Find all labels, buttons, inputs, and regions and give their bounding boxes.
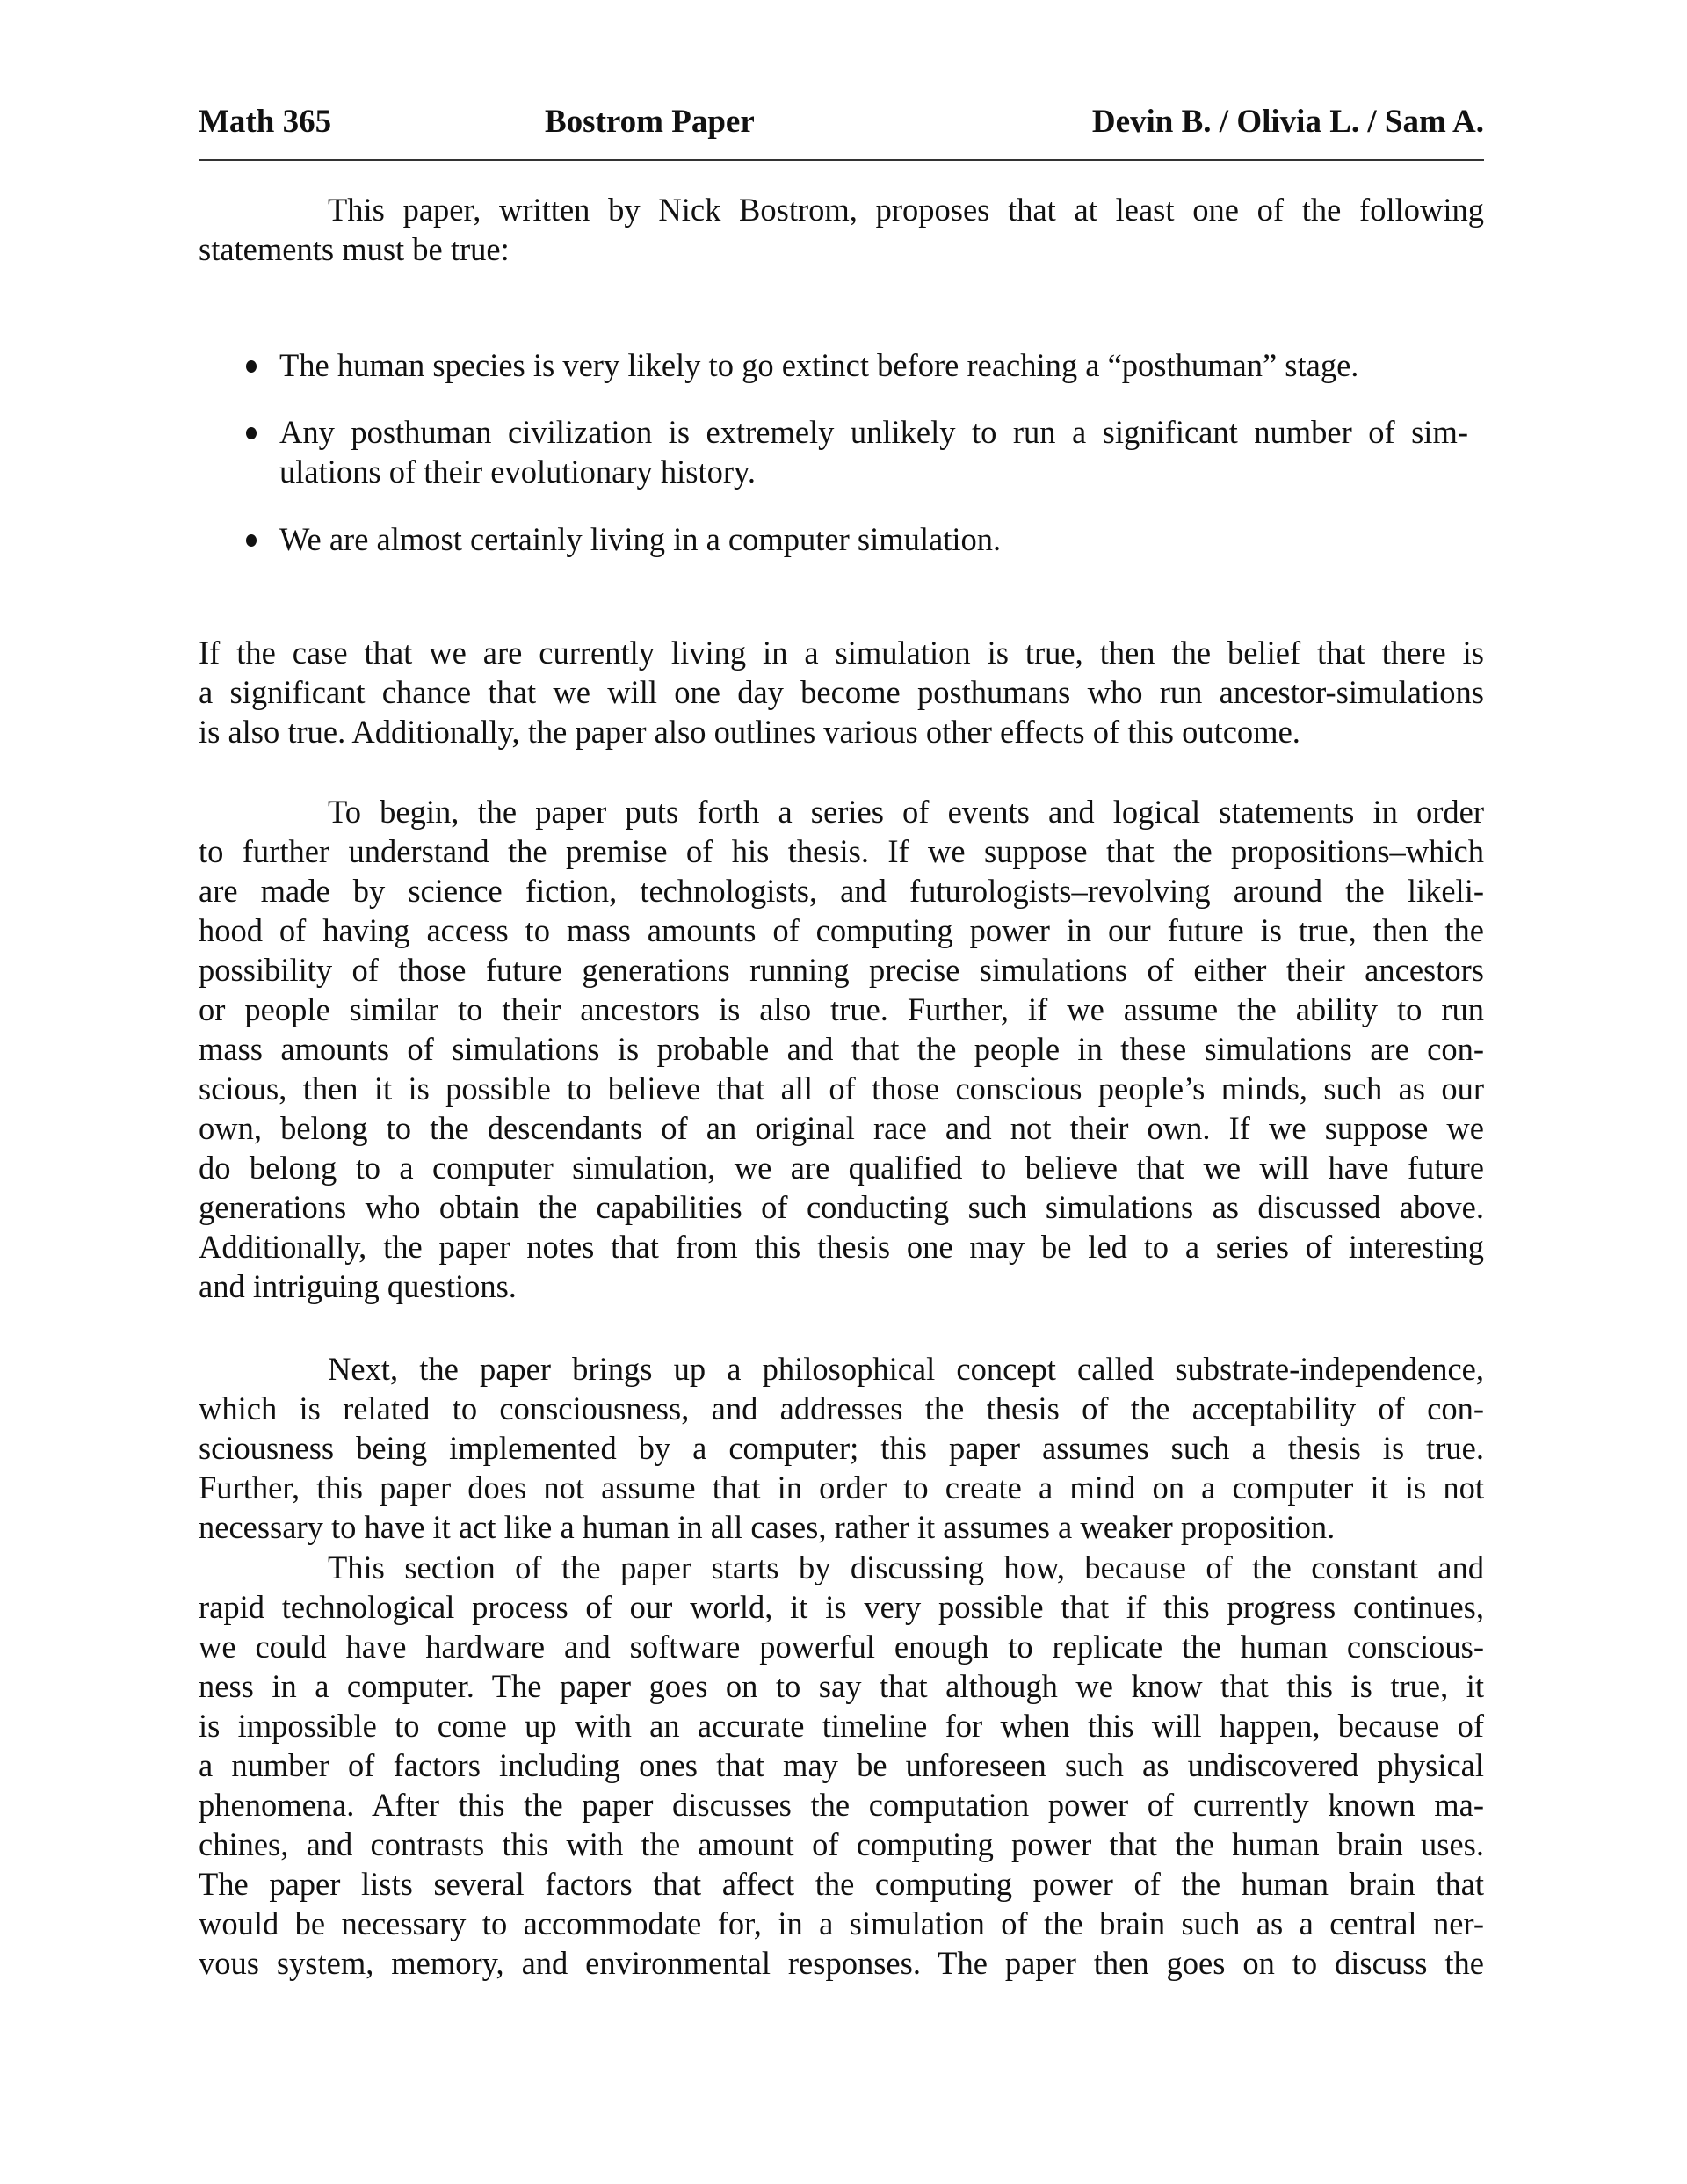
paragraph-2-line: hood of having access to mass amounts of computing power in our future is true, then the	[199, 912, 1484, 948]
paragraph-2-line: scious, then it is possible to believe that all of those conscious people’s minds, such as our	[199, 1070, 1484, 1107]
paragraph-4-line: we could have hardware and software powerful enough to replicate the human conscious-	[199, 1629, 1484, 1665]
paragraph-4-line: ness in a computer. The paper goes on to say that although we know that this is true, it	[199, 1668, 1484, 1704]
paragraph-4-line: phenomena. After this the paper discusses the computation power of currently known ma-	[199, 1787, 1484, 1823]
bullet-icon	[246, 427, 257, 439]
paragraph-2-line: or people similar to their ancestors is also true. Further, if we assume the ability to run	[199, 991, 1484, 1027]
bullet-item-line: The human species is very likely to go extinct before reaching a “posthuman” stage.	[279, 347, 1359, 383]
paragraph-4-line: a number of factors including ones that may be unforeseen such as undiscovered physical	[199, 1747, 1484, 1783]
paragraph-4-line: is impossible to come up with an accurate timeline for when this will happen, because of	[199, 1708, 1484, 1744]
paragraph-4-line: rapid technological process of our world, it is very possible that if this progress continues,	[199, 1589, 1484, 1625]
paragraph-3-line: which is related to consciousness, and addresses the thesis of the acceptability of con-	[199, 1390, 1484, 1426]
bullet-icon	[246, 534, 257, 547]
bullet-item-line: Any posthuman civilization is extremely unlikely to run a significant number of sim-	[279, 414, 1468, 450]
paragraph-2-line: own, belong to the descendants of an original race and not their own. If we suppose we	[199, 1110, 1484, 1146]
paragraph-3-line: sciousness being implemented by a computer; this paper assumes such a thesis is true.	[199, 1430, 1484, 1466]
paragraph-3-line: Further, this paper does not assume that in order to create a mind on a computer it is not	[199, 1469, 1484, 1506]
paragraph-4-line: chines, and contrasts this with the amount of computing power that the human brain uses.	[199, 1826, 1484, 1862]
header-authors: Devin B. / Olivia L. / Sam A.	[1091, 104, 1484, 140]
paragraph-4-line: vous system, memory, and environmental responses. The paper then goes on to discuss the	[199, 1945, 1484, 1981]
paragraph-2-line: to further understand the premise of his thesis. If we suppose that the propositions–which	[199, 833, 1484, 869]
paragraph-1-line: If the case that we are currently living in a simulation is true, then the belief that there is	[199, 635, 1484, 671]
bullet-item-line: ulations of their evolutionary history.	[279, 453, 756, 490]
header-course: Math 365	[199, 104, 332, 140]
intro-line: statements must be true:	[199, 231, 510, 267]
bullet-item-line: We are almost certainly living in a computer simulation.	[279, 521, 1002, 557]
paragraph-4-line: The paper lists several factors that affect the computing power of the human brain that	[199, 1866, 1484, 1902]
paragraph-2-line: Additionally, the paper notes that from this thesis one may be led to a series of interesting	[199, 1229, 1484, 1265]
paragraph-2-line: generations who obtain the capabilities of conducting such simulations as discussed above.	[199, 1189, 1484, 1225]
paragraph-2-line: possibility of those future generations running precise simulations of either their ancestors	[199, 952, 1484, 988]
paragraph-2-line: To begin, the paper puts forth a series of events and logical statements in order	[328, 794, 1484, 830]
bullet-icon	[246, 360, 257, 373]
paragraph-1-line: is also true. Additionally, the paper also outlines various other effects of this outcome.	[199, 714, 1300, 750]
header-rule	[199, 159, 1484, 161]
paragraph-2-line: are made by science fiction, technologists, and futurologists–revolving around the likeli-	[199, 873, 1484, 909]
intro-line: This paper, written by Nick Bostrom, proposes that at least one of the following	[328, 192, 1484, 228]
paragraph-3-line: Next, the paper brings up a philosophical concept called substrate-independence,	[328, 1351, 1484, 1387]
paragraph-4-line: This section of the paper starts by discussing how, because of the constant and	[328, 1549, 1484, 1585]
header-title: Bostrom Paper	[545, 104, 755, 140]
paragraph-2-line: and intriguing questions.	[199, 1268, 517, 1304]
paragraph-3-line: necessary to have it act like a human in all cases, rather it assumes a weaker proposition.	[199, 1509, 1336, 1545]
paragraph-2-line: mass amounts of simulations is probable and that the people in these simulations are con-	[199, 1031, 1484, 1067]
paragraph-1-line: a significant chance that we will one day become posthumans who run ancestor-simulations	[199, 674, 1484, 710]
paragraph-4-line: would be necessary to accommodate for, in a simulation of the brain such as a central ner-	[199, 1905, 1484, 1941]
paragraph-2-line: do belong to a computer simulation, we are qualified to believe that we will have future	[199, 1150, 1484, 1186]
